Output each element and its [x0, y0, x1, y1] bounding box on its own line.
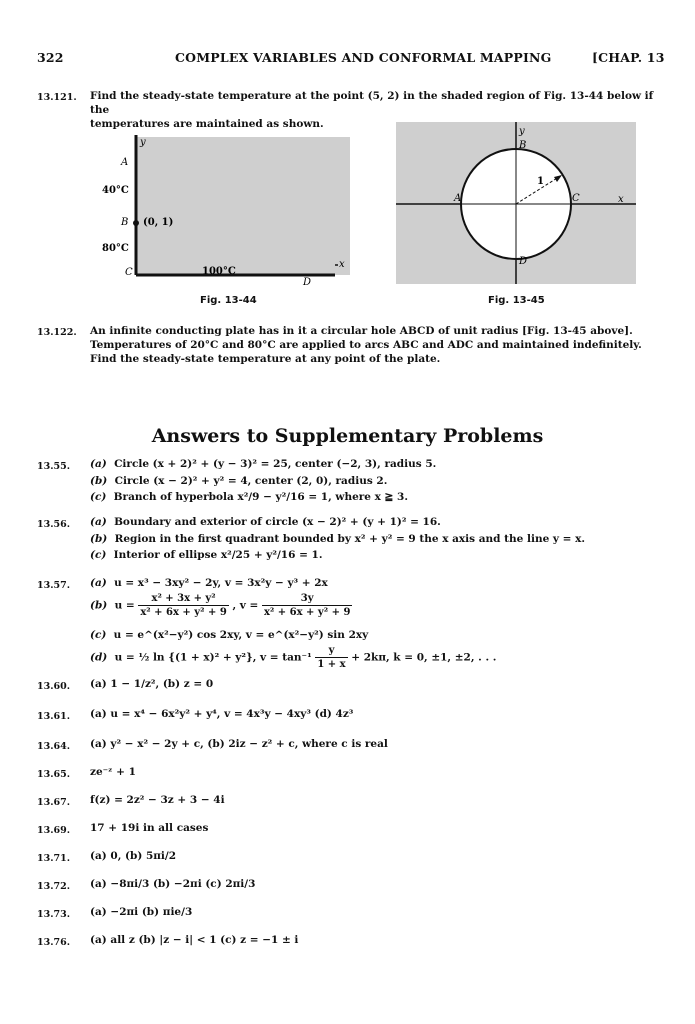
part-label: (c) [90, 629, 107, 641]
part-label: (a) [90, 458, 107, 470]
answer-number: 13.76. [37, 937, 71, 948]
answer-number: 13.55. [37, 461, 71, 472]
y-axis-label: y [140, 137, 146, 148]
numerator: y [315, 644, 347, 658]
label-B: B [121, 217, 129, 228]
answer-line: (a) 0, (b) 5πi/2 [90, 850, 177, 862]
answer-line [90, 458, 436, 471]
denominator: x² + 6x + y² + 9 [263, 607, 351, 618]
figure-13-44 [100, 125, 360, 290]
denominator: 1 + x [317, 659, 346, 670]
numerator: 3y [262, 592, 352, 606]
answer-line: (a) u = x⁴ − 6x²y² + y⁴, v = 4x³y − 4xy³ (d) 4z³ [90, 708, 354, 720]
part-label: (b) [90, 599, 108, 612]
problem-line: Find the steady-state temperature at the point (5, 2) in the shaded region of Fig. 13-44 below if the [90, 90, 654, 116]
fraction [262, 592, 352, 619]
answer-text: Circle (x + 2)² + (y − 3)² = 25, center (−2, 3), radius 5. [114, 458, 437, 470]
answer-text: Interior of ellipse x²/25 + y²/16 = 1. [113, 549, 323, 561]
radius-label: 1 [537, 176, 544, 187]
problem-line: An infinite conducting plate has in it a circular hole ABCD of unit radius [Fig. 13-45 above]. [90, 325, 633, 337]
answer-line [90, 475, 387, 488]
answer-text: Branch of hyperbola x²/9 − y²/16 = 1, where x ≧ 3. [113, 491, 408, 503]
answer-number: 13.61. [37, 711, 71, 722]
fig-caption-45: Fig. 13-45 [488, 295, 545, 306]
problem-text [90, 324, 655, 366]
x-axis-label: x [339, 259, 345, 270]
answer-text: u = ½ ln {(1 + x)² + y²}, v = tan⁻¹ [114, 651, 312, 664]
temp-40: 40°C [102, 185, 129, 196]
part-label: (c) [90, 491, 107, 503]
label-A: A [454, 193, 462, 204]
problem-line: Temperatures of 20°C and 80°C are applied to arcs ABC and ADC and maintained indefinitely. [90, 339, 642, 351]
answer-number: 13.57. [37, 580, 71, 591]
problem-number: 13.122. [37, 327, 77, 338]
answer-line: f(z) = 2z² − 3z + 3 − 4i [90, 794, 225, 806]
answer-number: 13.60. [37, 681, 71, 692]
answer-line [90, 516, 441, 529]
answer-number: 13.72. [37, 881, 71, 892]
answer-number: 13.67. [37, 797, 71, 808]
part-label: (d) [90, 651, 108, 664]
label-C: C [125, 267, 133, 278]
answer-line: (a) y² − x² − 2y + c, (b) 2iz − z² + c, where c is real [90, 738, 388, 750]
answer-text: u = e^(x²−y²) cos 2xy, v = e^(x²−y²) sin 2xy [113, 629, 369, 641]
label-C: C [572, 193, 580, 204]
part-label: (c) [90, 549, 107, 561]
answer-line [90, 549, 323, 562]
label-B: B [519, 140, 527, 151]
answer-text: Region in the first quadrant bounded by x² + y² = 9 the x axis and the line y = x. [114, 533, 586, 545]
answer-line: 17 + 19i in all cases [90, 822, 209, 834]
answer-number: 13.71. [37, 853, 71, 864]
v-equals: , v = [232, 599, 259, 612]
answer-line [90, 533, 585, 546]
point-label: (0, 1) [143, 217, 174, 228]
u-equals: u = [114, 599, 135, 612]
answer-number: 13.64. [37, 741, 71, 752]
denominator: x² + 6x + y² + 9 [140, 607, 227, 618]
answer-line [90, 577, 328, 590]
part-label: (a) [90, 577, 107, 589]
label-D: D [519, 256, 528, 267]
chapter-label: [CHAP. 13 [592, 50, 665, 65]
page-number: 322 [37, 50, 64, 65]
section-heading: Answers to Supplementary Problems [151, 425, 544, 447]
fraction [138, 592, 228, 619]
part-label: (a) [90, 516, 107, 528]
label-D: D [303, 277, 312, 288]
answer-line: (a) all z (b) |z − i| < 1 (c) z = −1 ± i [90, 934, 299, 946]
temp-80: 80°C [102, 243, 129, 254]
answer-line: (a) −2πi (b) πie/3 [90, 906, 193, 918]
answer-line [90, 629, 368, 642]
answer-line [90, 592, 352, 619]
answer-line: ze⁻ᶻ + 1 [90, 766, 136, 778]
shaded-region [136, 137, 350, 275]
answer-line [90, 491, 408, 504]
running-title: COMPLEX VARIABLES AND CONFORMAL MAPPING [175, 50, 552, 65]
answer-number: 13.65. [37, 769, 71, 780]
problem-line: temperatures are maintained as shown. [90, 118, 324, 130]
y-axis-label: y [519, 126, 525, 137]
numerator: x² + 3x + y² [138, 592, 228, 606]
fraction [315, 644, 347, 671]
answer-text: Boundary and exterior of circle (x − 2)² + (y + 1)² = 16. [114, 516, 441, 528]
answer-text: u = x³ − 3xy² − 2y, v = 3x²y − y³ + 2x [114, 577, 328, 589]
figure-13-45 [396, 122, 636, 284]
temp-100: 100°C [202, 266, 236, 277]
problem-number: 13.121. [37, 92, 77, 103]
label-A: A [121, 157, 129, 168]
fig-caption-44: Fig. 13-44 [200, 295, 257, 306]
answer-text: + 2kπ, k = 0, ±1, ±2, . . . [351, 651, 497, 664]
answer-number: 13.69. [37, 825, 71, 836]
answer-text: Circle (x − 2)² + y² = 4, center (2, 0), radius 2. [114, 475, 388, 487]
problem-line: Find the steady-state temperature at any point of the plate. [90, 353, 441, 365]
answer-line: (a) −8πi/3 (b) −2πi (c) 2πi/3 [90, 878, 256, 890]
point-B [133, 220, 139, 226]
part-label: (b) [90, 475, 108, 487]
answer-number: 13.56. [37, 519, 71, 530]
x-axis-label: x [618, 194, 624, 205]
answer-line: (a) 1 − 1/z², (b) z = 0 [90, 678, 214, 690]
answer-line [90, 644, 496, 671]
answer-number: 13.73. [37, 909, 71, 920]
part-label: (b) [90, 533, 108, 545]
